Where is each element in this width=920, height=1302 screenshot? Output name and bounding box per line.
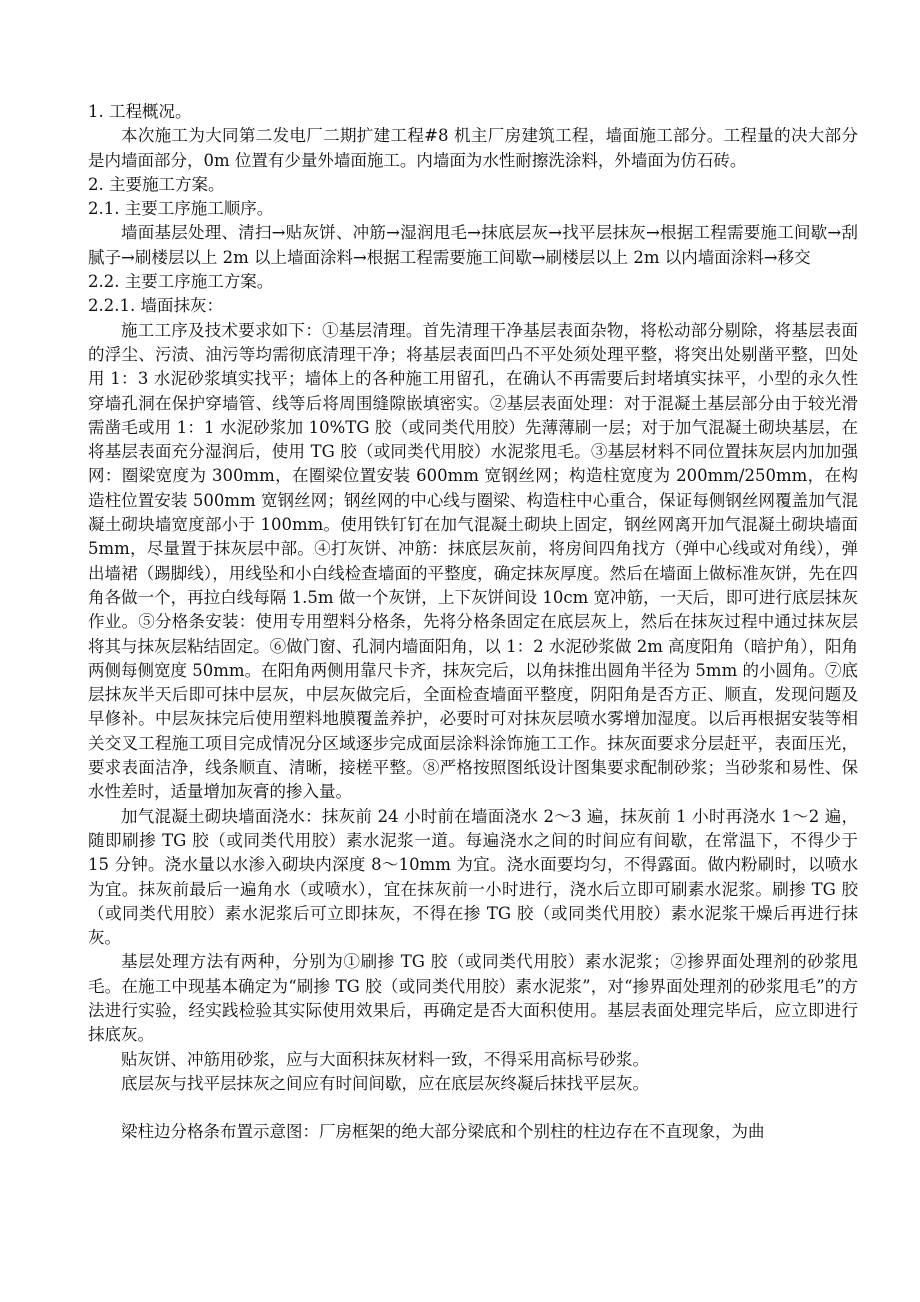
paragraph-wall-watering: 加气混凝土砌块墙面浇水：抹灰前 24 小时前在墙面浇水 2～3 遍，抹灰前 1 小时再浇水 1～2 遍，随即刷掺 TG 胶（或同类代用胶）素水泥浆一道。每遍浇水之间的时间应有间歇，在常温下，不得少于 15 分钟。浇水量以水渗入砌块内深度 8～10mm 为宜。浇水面要均匀，不得露面。做内粉刷时，以喷水为宜。抹灰前最后一遍角水（或喷水），宜在抹灰前一小时进行，浇水后立即可刷素水泥浆。刷掺 TG 胶（或同类代用胶）素水泥浆后可立即抹灰，不得在掺 TG 胶（或同类代用胶）素水泥浆干燥后再进行抹灰。 <box>88 806 858 948</box>
paragraph-gap <box>88 1096 858 1120</box>
paragraph-base-treatment: 基层处理方法有两种，分别为①刷掺 TG 胶（或同类代用胶）素水泥浆；②掺界面处理剂的砂浆甩毛。在施工中现基本确定为“刷掺 TG 胶（或同类代用胶）素水泥浆”，对“掺界面处理剂的砂浆甩毛”的方法进行实验，经实践检验其实际使用效果后，再确定是否大面积使用。基层表面处理完毕后，应立即进行抹底灰。 <box>88 952 858 1045</box>
paragraph-interval-requirement: 底层灰与找平层抹灰之间应有时间间歇，应在底层灰终凝后抹找平层灰。 <box>121 1073 649 1093</box>
heading-main-construction-plan: 2. 主要施工方案。 <box>88 174 225 194</box>
paragraph-procedure-sequence: 墙面基层处理、清扫→贴灰饼、冲筋→湿润甩毛→抹底层灰→找平层抹灰→根据工程需要施工间歇→刮腻子→刷楼层以上 2m 以上墙面涂料→根据工程需要施工间歇→刷楼层以上 2m 以内墙面涂料→移交 <box>88 223 858 267</box>
heading-wall-plastering: 2.2.1. 墙面抹灰： <box>88 296 223 316</box>
heading-procedure-sequence: 2.1. 主要工序施工顺序。 <box>88 199 274 219</box>
paragraph-mortar-requirement: 贴灰饼、冲筋用砂浆，应与大面积抹灰材料一致，不得采用高标号砂浆。 <box>121 1049 649 1069</box>
paragraph-technical-requirements: 施工工序及技术要求如下：①基层清理。首先清理干净基层表面杂物，将松动部分剔除，将基层表面的浮尘、污渍、油污等均需彻底清理干净；将基层表面凹凸不平处须处理平整，将突出处剔凿平整，凹处用 1：3 水泥砂浆填实找平；墙体上的各种施工用留孔，在确认不再需要后封堵填实抹平，小型的永久性穿墙孔洞在保护穿墙管、线等后将周围缝隙嵌填密实。②基层表面处理：对于混凝土基层部分由于较光滑需凿毛或用 1：1 水泥砂浆加 10%TG 胶（或同类代用胶）先薄薄刷一层；对于加气混凝土砌块基层，在将基层表面充分湿润后，使用 TG 胶（或同类代用胶）水泥浆甩毛。③基层材料不同位置抹灰层内加加强网：圈梁宽度为 300mm，在圈梁位置安装 600mm 宽钢丝网；构造柱宽度为 200mm/250mm，在构造柱位置安装 500mm 宽钢丝网；钢丝网的中心线与圈梁、构造柱中心重合，保证每侧钢丝网覆盖加气混凝土砌块墙宽度部小于 100mm。使用铁钉钉在加气混凝土砌块上固定，钢丝网离开加气混凝土砌块墙面 5mm，尽量置于抹灰层中部。④打灰饼、冲筋：抹底层灰前，将房间四角找方（弹中心线或对角线），弹出墙裙（踢脚线），用线坠和小白线检查墙面的平整度，确定抹灰厚度。然后在墙面上做标准灰饼，先在四角各做一个，再拉白线每隔 1.5m 做一个灰饼，上下灰饼间设 10cm 宽冲筋，一天后，即可进行底层抹灰作业。⑤分格条安装：使用专用塑料分格条，先将分格条固定在底层灰上，然后在抹灰过程中通过抹灰层将其与抹灰层粘结固定。⑥做门窗、孔洞内墙面阳角，以 1：2 水泥砂浆做 2m 高度阳角（暗护角），阳角两侧每侧宽度 50mm。在阳角两侧用靠尺卡齐，抹灰完后，以角抹推出圆角半径为 5mm 的小圆角。⑦底层抹灰半天后即可抹中层灰，中层灰做完后，全面检查墙面平整度，阴阳角是否方正、顺直，发现问题及早修补。中层灰抹完后使用塑料地膜覆盖养护，必要时可对抹灰层喷水雾增加湿度。以后再根据安装等相关交叉工程施工项目完成情况分区域逐步完成面层涂料涂饰施工工作。抹灰面要求分层赶平，表面压光，要求表面洁净，线条顺直、清晰，接槎平整。⑧严格按照图纸设计图集要求配制砂浆；当砂浆和易性、保水性差时，适量增加灰膏的掺入量。 <box>88 320 858 802</box>
paragraph-project-overview: 本次施工为大同第二发电厂二期扩建工程#8 机主厂房建筑工程，墙面施工部分。工程量的决大部分是内墙面部分，0m 位置有少量外墙面施工。内墙面为水性耐擦洗涂料，外墙面为仿石砖。 <box>88 126 858 170</box>
heading-procedure-plan: 2.2. 主要工序施工方案。 <box>88 272 274 292</box>
heading-project-overview: 1. 工程概况。 <box>88 102 192 121</box>
paragraph-beam-column-divider: 梁柱边分格条布置示意图：厂房框架的绝大部分梁底和个别柱的柱边存在不直现象，为曲 <box>121 1122 765 1142</box>
